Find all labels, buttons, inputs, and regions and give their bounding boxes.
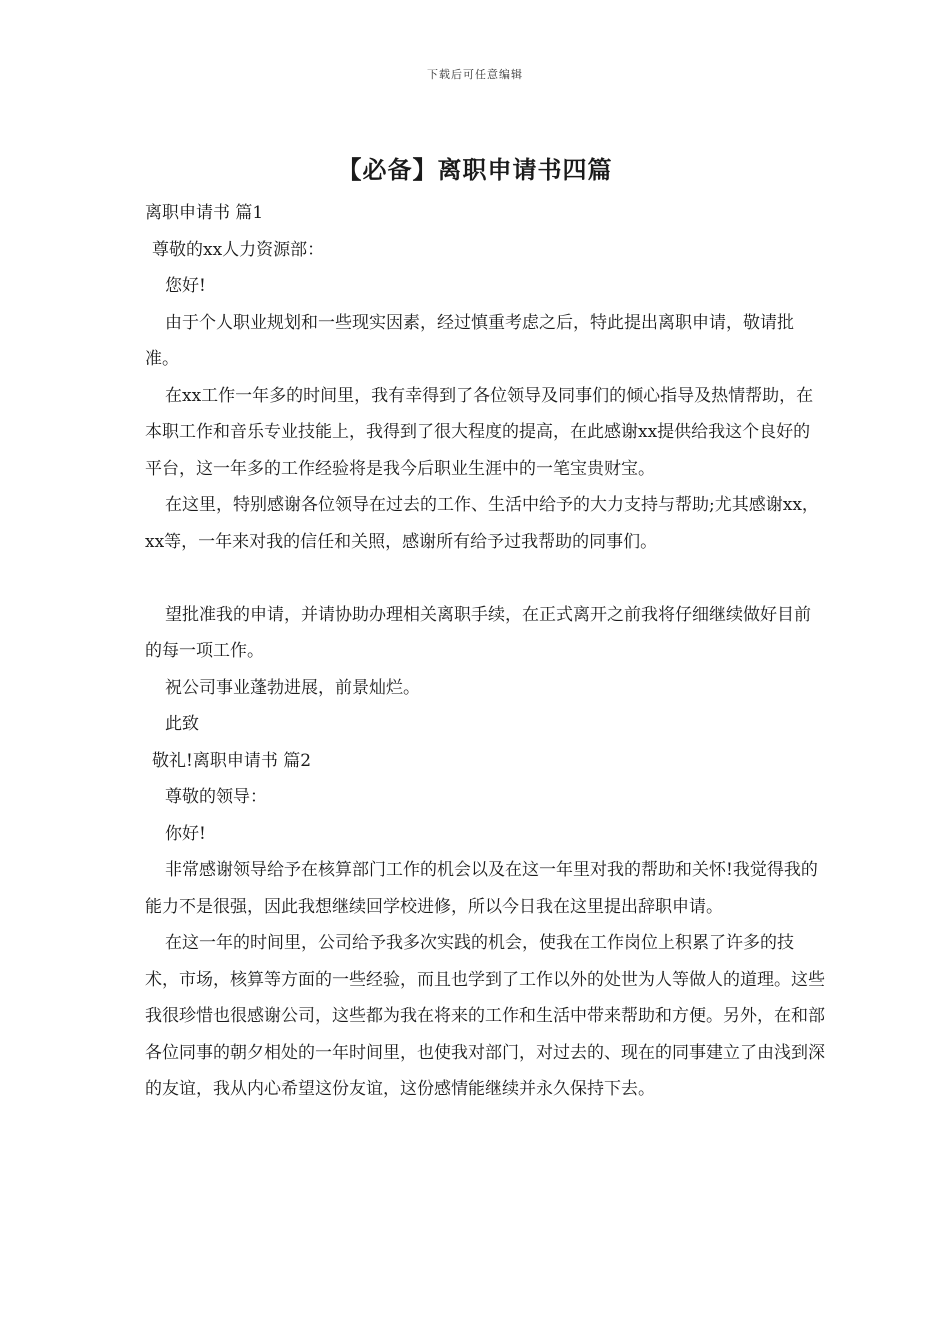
section2-paragraph-2: 在这一年的时间里，公司给予我多次实践的机会，使我在工作岗位上积累了许多的技术，市场，核算等方面的一些经验，而且也学到了工作以外的处世为人等做人的道理。这些我很珍惜也很感谢公司，这些都为我在将来的工作和生活中带来帮助和方便。另外，在和部各位同事的朝夕相处的一年时间里，也使我对部门，对过去的、现在的同事建立了由浅到深的友谊，我从内心希望这份友谊，这份感情能继续并永久保持下去。 <box>145 933 825 1099</box>
blank-line <box>145 560 825 597</box>
section2-salutation: 尊敬的领导： <box>165 787 267 807</box>
section1-paragraph-5: 祝公司事业蓬勃进展，前景灿烂。 <box>165 677 420 698</box>
section1-paragraph-4: 望批准我的申请，并请协助办理相关离职手续，在正式离开之前我将仔细继续做好目前的每一项工作。 <box>145 604 811 661</box>
section2-paragraph-1: 非常感谢领导给予在核算部门工作的机会以及在这一年里对我的帮助和关怀!我觉得我的能力不是很强，因此我想继续回学校进修，所以今日我在这里提出辞职申请。 <box>145 860 818 917</box>
header-note: 下载后可任意编辑 <box>427 68 523 81</box>
section1-salutation: 尊敬的xx人力资源部： <box>152 239 325 260</box>
document-title: 【必备】离职申请书四篇 <box>337 155 613 184</box>
section2-heading: 敬礼!离职申请书 篇2 <box>152 750 312 771</box>
section1-closing: 此致 <box>165 714 199 734</box>
section1-paragraph-2: 在xx工作一年多的时间里，我有幸得到了各位领导及同事们的倾心指导及热情帮助，在本职工作和音乐专业技能上，我得到了很大程度的提高，在此感谢xx提供给我这个良好的平台，这一年多的工作经验将是我今后职业生涯中的一笔宝贵财宝。 <box>145 385 814 479</box>
section1-paragraph-3: 在这里，特别感谢各位领导在过去的工作、生活中给予的大力支持与帮助;尤其感谢xx，xx等，一年来对我的信任和关照，感谢所有给予过我帮助的同事们。 <box>145 495 819 552</box>
document-body <box>145 195 825 1108</box>
section2-greeting: 你好! <box>165 823 206 844</box>
section1-paragraph-1: 由于个人职业规划和一些现实因素，经过慎重考虑之后，特此提出离职申请，敬请批准。 <box>145 312 794 369</box>
section1-greeting: 您好! <box>165 276 206 296</box>
section1-heading: 离职申请书 篇1 <box>145 203 264 223</box>
